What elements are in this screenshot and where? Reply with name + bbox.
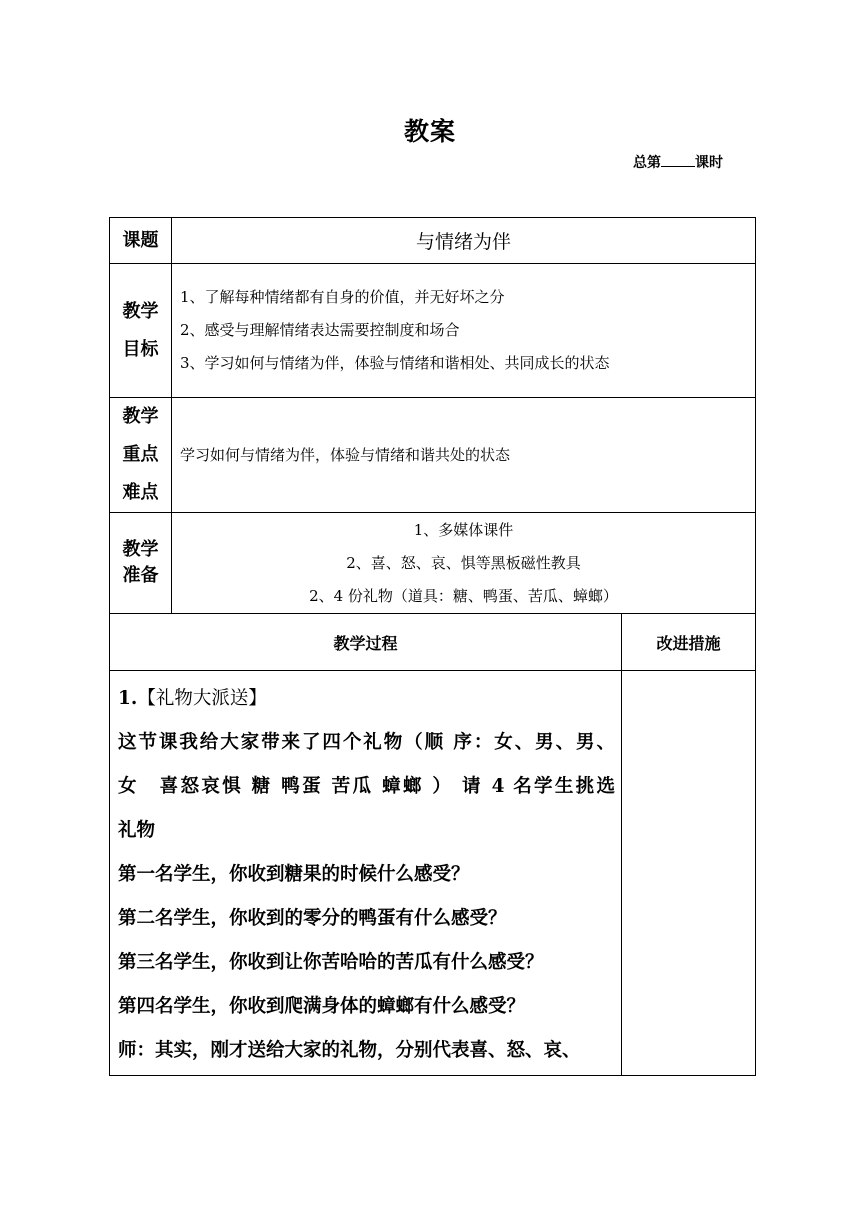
objectives-row	[110, 264, 756, 398]
process-header: 教学过程	[110, 614, 622, 671]
objective-item: 3、学习如何与情绪为伴，体验与情绪和谐相处、共同成长的状态	[180, 354, 610, 372]
objective-item: 2、感受与理解情绪表达需要控制度和场合	[180, 321, 460, 339]
key-points-label-line: 重点	[122, 444, 159, 465]
preparation-item: 2、喜、怒、哀、惧等黑板磁性教具	[346, 553, 581, 572]
lesson-count	[633, 152, 723, 172]
lesson-plan-table	[109, 217, 756, 1076]
section-title: 【礼物大派送】	[137, 688, 267, 709]
preparation-item: 1、多媒体课件	[413, 520, 514, 539]
key-points-label-line: 教学	[122, 406, 159, 427]
intro-line: 这节课我给大家带来了四个礼物（顺 序：女、男、男、	[118, 732, 615, 753]
intro-line: 女 喜怒哀惧 糖 鸭蛋 苦瓜 蟑螂 ） 请 4 名学生挑选	[118, 776, 615, 797]
section-heading	[118, 677, 615, 721]
preparation-label	[110, 513, 172, 614]
question-line: 第四名学生，你收到爬满身体的蟑螂有什么感受？	[118, 996, 526, 1017]
key-points-label	[110, 398, 172, 513]
objectives-label	[110, 264, 172, 398]
intro-line: 礼物	[118, 820, 156, 841]
key-points-value: 学习如何与情绪为伴，体验与情绪和谐共处的状态	[172, 398, 756, 513]
lesson-count-prefix: 总第	[633, 155, 661, 171]
improvement-header: 改进措施	[622, 614, 756, 671]
section-number: 1.	[118, 688, 138, 709]
key-points-row	[110, 398, 756, 513]
preparation-row	[110, 513, 756, 614]
lesson-count-suffix: 课时	[695, 155, 723, 171]
objectives-label-line: 教学	[122, 300, 159, 322]
preparation-label-line: 教学	[122, 539, 159, 560]
preparation-item: 2、4 份礼物（道具：糖、鸭蛋、苦瓜、蟑螂）	[309, 586, 618, 605]
key-points-label-line: 难点	[122, 482, 159, 503]
improvement-content	[622, 671, 756, 1076]
document-title: 教案	[403, 117, 456, 146]
preparation-content	[172, 513, 756, 614]
objectives-content	[172, 264, 756, 398]
lesson-number-blank	[661, 154, 695, 167]
topic-value: 与情绪为伴	[172, 218, 756, 264]
question-line: 第二名学生，你收到的零分的鸭蛋有什么感受？	[118, 908, 507, 929]
preparation-label-line: 准备	[122, 565, 159, 586]
process-content	[110, 671, 622, 1076]
objectives-label-line: 目标	[122, 338, 159, 360]
process-header-row	[110, 614, 756, 671]
topic-row	[110, 218, 756, 264]
topic-label: 课题	[110, 218, 172, 264]
question-line: 师：其实，刚才送给大家的礼物，分别代表喜、怒、哀、	[118, 1040, 581, 1061]
question-line: 第一名学生，你收到糖果的时候什么感受？	[118, 864, 470, 885]
process-content-row	[110, 671, 756, 1076]
objective-item: 1、了解每种情绪都有自身的价值，并无好坏之分	[180, 288, 505, 306]
question-line: 第三名学生，你收到让你苦哈哈的苦瓜有什么感受？	[118, 952, 544, 973]
